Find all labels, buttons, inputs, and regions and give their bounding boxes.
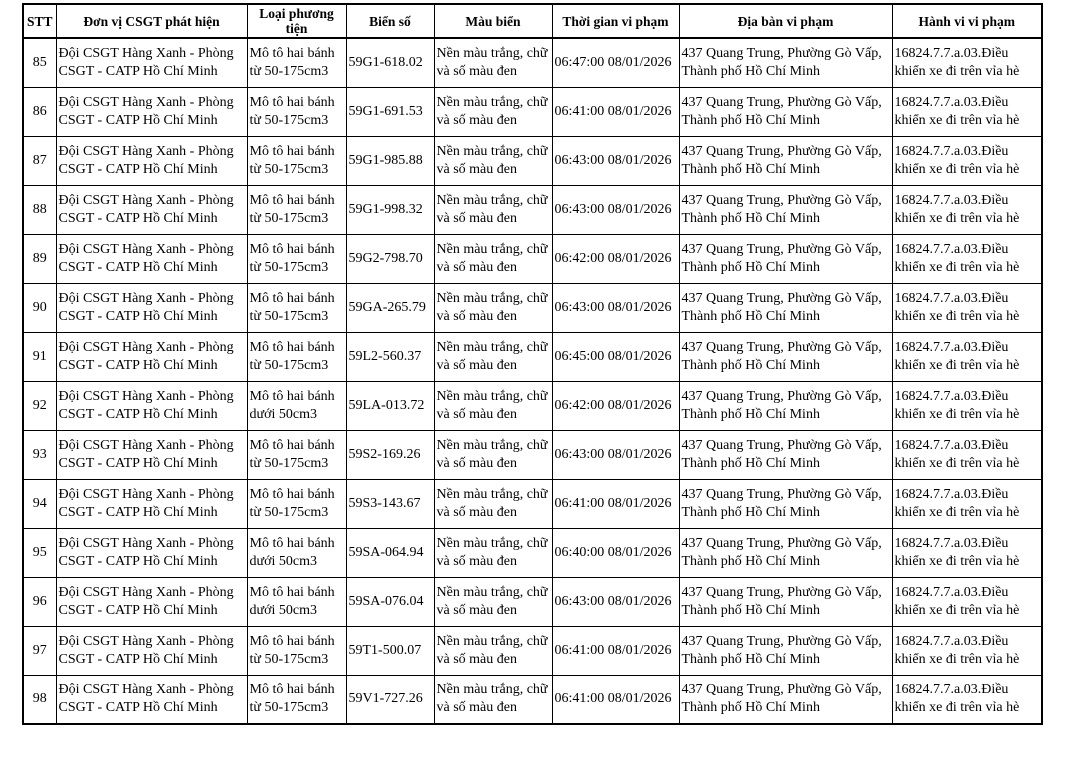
header-vehicle-type: Loại phương tiện <box>247 4 346 38</box>
cell-plate-color: Nền màu trắng, chữ và số màu đen <box>434 332 552 381</box>
cell-plate-color: Nền màu trắng, chữ và số màu đen <box>434 87 552 136</box>
cell-vehicle-type: Mô tô hai bánh dưới 50cm3 <box>247 577 346 626</box>
cell-violation: 16824.7.7.a.03.Điều khiển xe đi trên vỉa hè <box>892 479 1042 528</box>
cell-location: 437 Quang Trung, Phường Gò Vấp, Thành phố Hồ Chí Minh <box>679 528 892 577</box>
cell-plate: 59GA-265.79 <box>346 283 434 332</box>
table-row <box>23 430 1042 479</box>
cell-plate-color: Nền màu trắng, chữ và số màu đen <box>434 528 552 577</box>
table-row <box>23 381 1042 430</box>
table-row <box>23 479 1042 528</box>
cell-time: 06:45:00 08/01/2026 <box>552 332 679 381</box>
cell-plate-color: Nền màu trắng, chữ và số màu đen <box>434 675 552 724</box>
cell-stt: 85 <box>23 38 56 87</box>
cell-location: 437 Quang Trung, Phường Gò Vấp, Thành phố Hồ Chí Minh <box>679 38 892 87</box>
cell-stt: 89 <box>23 234 56 283</box>
cell-plate: 59G2-798.70 <box>346 234 434 283</box>
cell-location: 437 Quang Trung, Phường Gò Vấp, Thành phố Hồ Chí Minh <box>679 675 892 724</box>
cell-unit: Đội CSGT Hàng Xanh - Phòng CSGT - CATP Hồ Chí Minh <box>56 626 247 675</box>
cell-plate: 59SA-076.04 <box>346 577 434 626</box>
cell-plate: 59S3-143.67 <box>346 479 434 528</box>
cell-time: 06:42:00 08/01/2026 <box>552 381 679 430</box>
cell-location: 437 Quang Trung, Phường Gò Vấp, Thành phố Hồ Chí Minh <box>679 430 892 479</box>
cell-plate: 59G1-985.88 <box>346 136 434 185</box>
cell-unit: Đội CSGT Hàng Xanh - Phòng CSGT - CATP Hồ Chí Minh <box>56 283 247 332</box>
cell-vehicle-type: Mô tô hai bánh từ 50-175cm3 <box>247 234 346 283</box>
header-unit: Đơn vị CSGT phát hiện <box>56 4 247 38</box>
cell-vehicle-type: Mô tô hai bánh từ 50-175cm3 <box>247 332 346 381</box>
cell-plate: 59T1-500.07 <box>346 626 434 675</box>
cell-stt: 86 <box>23 87 56 136</box>
cell-unit: Đội CSGT Hàng Xanh - Phòng CSGT - CATP Hồ Chí Minh <box>56 381 247 430</box>
cell-plate-color: Nền màu trắng, chữ và số màu đen <box>434 381 552 430</box>
cell-vehicle-type: Mô tô hai bánh từ 50-175cm3 <box>247 283 346 332</box>
cell-vehicle-type: Mô tô hai bánh từ 50-175cm3 <box>247 185 346 234</box>
cell-stt: 94 <box>23 479 56 528</box>
cell-stt: 90 <box>23 283 56 332</box>
cell-plate-color: Nền màu trắng, chữ và số màu đen <box>434 234 552 283</box>
table-row <box>23 332 1042 381</box>
cell-location: 437 Quang Trung, Phường Gò Vấp, Thành phố Hồ Chí Minh <box>679 626 892 675</box>
cell-plate-color: Nền màu trắng, chữ và số màu đen <box>434 185 552 234</box>
cell-time: 06:40:00 08/01/2026 <box>552 528 679 577</box>
cell-location: 437 Quang Trung, Phường Gò Vấp, Thành phố Hồ Chí Minh <box>679 87 892 136</box>
table-row <box>23 528 1042 577</box>
table-body <box>23 38 1042 724</box>
cell-time: 06:47:00 08/01/2026 <box>552 38 679 87</box>
cell-plate-color: Nền màu trắng, chữ và số màu đen <box>434 479 552 528</box>
cell-unit: Đội CSGT Hàng Xanh - Phòng CSGT - CATP Hồ Chí Minh <box>56 479 247 528</box>
cell-plate: 59G1-618.02 <box>346 38 434 87</box>
cell-unit: Đội CSGT Hàng Xanh - Phòng CSGT - CATP Hồ Chí Minh <box>56 87 247 136</box>
cell-time: 06:41:00 08/01/2026 <box>552 87 679 136</box>
cell-location: 437 Quang Trung, Phường Gò Vấp, Thành phố Hồ Chí Minh <box>679 283 892 332</box>
cell-plate: 59V1-727.26 <box>346 675 434 724</box>
header-time: Thời gian vi phạm <box>552 4 679 38</box>
cell-unit: Đội CSGT Hàng Xanh - Phòng CSGT - CATP Hồ Chí Minh <box>56 136 247 185</box>
cell-violation: 16824.7.7.a.03.Điều khiển xe đi trên vỉa hè <box>892 381 1042 430</box>
cell-location: 437 Quang Trung, Phường Gò Vấp, Thành phố Hồ Chí Minh <box>679 136 892 185</box>
cell-unit: Đội CSGT Hàng Xanh - Phòng CSGT - CATP Hồ Chí Minh <box>56 38 247 87</box>
cell-plate-color: Nền màu trắng, chữ và số màu đen <box>434 577 552 626</box>
cell-stt: 88 <box>23 185 56 234</box>
cell-location: 437 Quang Trung, Phường Gò Vấp, Thành phố Hồ Chí Minh <box>679 185 892 234</box>
cell-violation: 16824.7.7.a.03.Điều khiển xe đi trên vỉa hè <box>892 332 1042 381</box>
cell-time: 06:43:00 08/01/2026 <box>552 430 679 479</box>
cell-violation: 16824.7.7.a.03.Điều khiển xe đi trên vỉa hè <box>892 38 1042 87</box>
table-row <box>23 87 1042 136</box>
cell-vehicle-type: Mô tô hai bánh từ 50-175cm3 <box>247 430 346 479</box>
cell-unit: Đội CSGT Hàng Xanh - Phòng CSGT - CATP Hồ Chí Minh <box>56 332 247 381</box>
cell-vehicle-type: Mô tô hai bánh từ 50-175cm3 <box>247 626 346 675</box>
header-plate: Biển số <box>346 4 434 38</box>
cell-time: 06:41:00 08/01/2026 <box>552 675 679 724</box>
cell-stt: 87 <box>23 136 56 185</box>
cell-vehicle-type: Mô tô hai bánh từ 50-175cm3 <box>247 136 346 185</box>
cell-vehicle-type: Mô tô hai bánh dưới 50cm3 <box>247 528 346 577</box>
cell-time: 06:41:00 08/01/2026 <box>552 626 679 675</box>
header-violation: Hành vi vi phạm <box>892 4 1042 38</box>
cell-plate: 59G1-691.53 <box>346 87 434 136</box>
cell-violation: 16824.7.7.a.03.Điều khiển xe đi trên vỉa hè <box>892 528 1042 577</box>
cell-violation: 16824.7.7.a.03.Điều khiển xe đi trên vỉa hè <box>892 234 1042 283</box>
header-row <box>23 4 1042 38</box>
cell-time: 06:43:00 08/01/2026 <box>552 283 679 332</box>
cell-violation: 16824.7.7.a.03.Điều khiển xe đi trên vỉa hè <box>892 430 1042 479</box>
cell-time: 06:43:00 08/01/2026 <box>552 136 679 185</box>
table-row <box>23 283 1042 332</box>
cell-vehicle-type: Mô tô hai bánh từ 50-175cm3 <box>247 87 346 136</box>
cell-vehicle-type: Mô tô hai bánh từ 50-175cm3 <box>247 479 346 528</box>
violations-table <box>22 3 1043 725</box>
header-stt: STT <box>23 4 56 38</box>
cell-location: 437 Quang Trung, Phường Gò Vấp, Thành phố Hồ Chí Minh <box>679 577 892 626</box>
table-row <box>23 577 1042 626</box>
cell-plate-color: Nền màu trắng, chữ và số màu đen <box>434 136 552 185</box>
cell-stt: 92 <box>23 381 56 430</box>
cell-plate: 59SA-064.94 <box>346 528 434 577</box>
cell-unit: Đội CSGT Hàng Xanh - Phòng CSGT - CATP Hồ Chí Minh <box>56 675 247 724</box>
table-row <box>23 136 1042 185</box>
cell-violation: 16824.7.7.a.03.Điều khiển xe đi trên vỉa hè <box>892 626 1042 675</box>
header-plate-color: Màu biển <box>434 4 552 38</box>
cell-time: 06:42:00 08/01/2026 <box>552 234 679 283</box>
cell-stt: 95 <box>23 528 56 577</box>
cell-location: 437 Quang Trung, Phường Gò Vấp, Thành phố Hồ Chí Minh <box>679 234 892 283</box>
cell-violation: 16824.7.7.a.03.Điều khiển xe đi trên vỉa hè <box>892 185 1042 234</box>
cell-unit: Đội CSGT Hàng Xanh - Phòng CSGT - CATP Hồ Chí Minh <box>56 528 247 577</box>
cell-plate-color: Nền màu trắng, chữ và số màu đen <box>434 283 552 332</box>
cell-violation: 16824.7.7.a.03.Điều khiển xe đi trên vỉa hè <box>892 283 1042 332</box>
cell-unit: Đội CSGT Hàng Xanh - Phòng CSGT - CATP Hồ Chí Minh <box>56 577 247 626</box>
cell-location: 437 Quang Trung, Phường Gò Vấp, Thành phố Hồ Chí Minh <box>679 332 892 381</box>
cell-time: 06:41:00 08/01/2026 <box>552 479 679 528</box>
cell-vehicle-type: Mô tô hai bánh dưới 50cm3 <box>247 381 346 430</box>
cell-violation: 16824.7.7.a.03.Điều khiển xe đi trên vỉa hè <box>892 87 1042 136</box>
table-row <box>23 675 1042 724</box>
cell-time: 06:43:00 08/01/2026 <box>552 185 679 234</box>
cell-plate: 59L2-560.37 <box>346 332 434 381</box>
table-header <box>23 4 1042 38</box>
cell-vehicle-type: Mô tô hai bánh từ 50-175cm3 <box>247 38 346 87</box>
header-location: Địa bàn vi phạm <box>679 4 892 38</box>
table-row <box>23 234 1042 283</box>
cell-unit: Đội CSGT Hàng Xanh - Phòng CSGT - CATP Hồ Chí Minh <box>56 234 247 283</box>
cell-stt: 96 <box>23 577 56 626</box>
cell-plate-color: Nền màu trắng, chữ và số màu đen <box>434 626 552 675</box>
cell-unit: Đội CSGT Hàng Xanh - Phòng CSGT - CATP Hồ Chí Minh <box>56 185 247 234</box>
cell-location: 437 Quang Trung, Phường Gò Vấp, Thành phố Hồ Chí Minh <box>679 479 892 528</box>
cell-stt: 91 <box>23 332 56 381</box>
cell-violation: 16824.7.7.a.03.Điều khiển xe đi trên vỉa hè <box>892 136 1042 185</box>
cell-stt: 97 <box>23 626 56 675</box>
cell-plate: 59G1-998.32 <box>346 185 434 234</box>
cell-plate: 59LA-013.72 <box>346 381 434 430</box>
cell-unit: Đội CSGT Hàng Xanh - Phòng CSGT - CATP Hồ Chí Minh <box>56 430 247 479</box>
cell-violation: 16824.7.7.a.03.Điều khiển xe đi trên vỉa hè <box>892 675 1042 724</box>
table-row <box>23 38 1042 87</box>
table-row <box>23 626 1042 675</box>
cell-violation: 16824.7.7.a.03.Điều khiển xe đi trên vỉa hè <box>892 577 1042 626</box>
cell-time: 06:43:00 08/01/2026 <box>552 577 679 626</box>
cell-vehicle-type: Mô tô hai bánh từ 50-175cm3 <box>247 675 346 724</box>
cell-plate: 59S2-169.26 <box>346 430 434 479</box>
cell-plate-color: Nền màu trắng, chữ và số màu đen <box>434 38 552 87</box>
table-row <box>23 185 1042 234</box>
cell-stt: 98 <box>23 675 56 724</box>
cell-location: 437 Quang Trung, Phường Gò Vấp, Thành phố Hồ Chí Minh <box>679 381 892 430</box>
cell-stt: 93 <box>23 430 56 479</box>
cell-plate-color: Nền màu trắng, chữ và số màu đen <box>434 430 552 479</box>
